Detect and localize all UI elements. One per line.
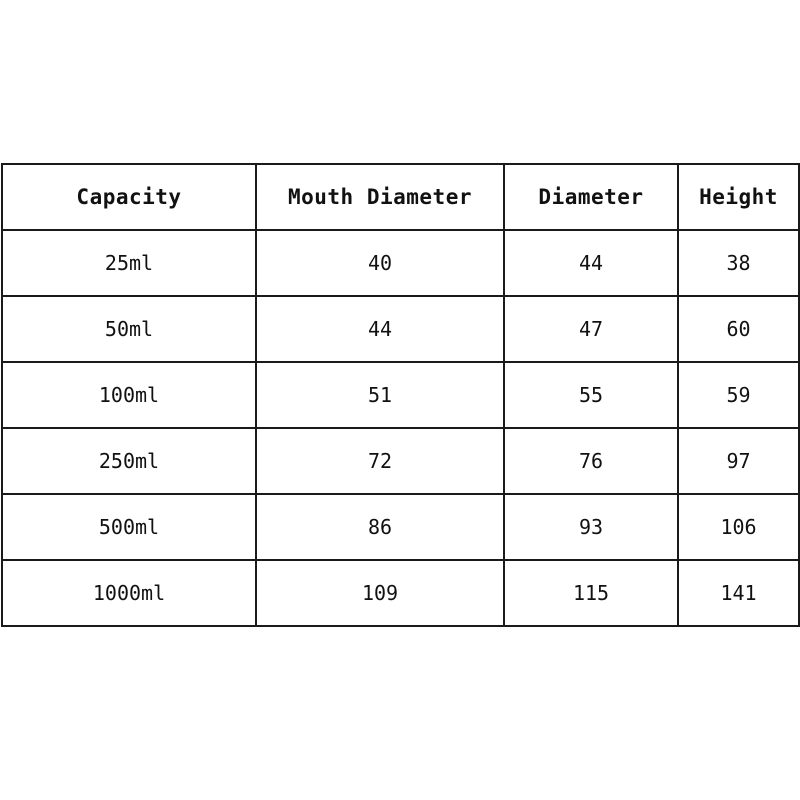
table-row (2, 230, 799, 296)
cell-capacity: 500ml (2, 494, 256, 560)
cell-height: 59 (678, 362, 799, 428)
cell-diameter: 44 (504, 230, 678, 296)
header-mouth-diameter: Mouth Diameter (256, 164, 504, 230)
header-height: Height (678, 164, 799, 230)
cell-mouth-diameter: 51 (256, 362, 504, 428)
cell-mouth-diameter: 40 (256, 230, 504, 296)
cell-capacity: 250ml (2, 428, 256, 494)
cell-height: 106 (678, 494, 799, 560)
cell-height: 38 (678, 230, 799, 296)
cell-height: 60 (678, 296, 799, 362)
header-row (2, 164, 799, 230)
cell-diameter: 55 (504, 362, 678, 428)
cell-capacity: 25ml (2, 230, 256, 296)
table-row (2, 494, 799, 560)
cell-height: 97 (678, 428, 799, 494)
cell-height: 141 (678, 560, 799, 626)
cell-diameter: 115 (504, 560, 678, 626)
cell-diameter: 93 (504, 494, 678, 560)
cell-mouth-diameter: 72 (256, 428, 504, 494)
table-row (2, 362, 799, 428)
cell-capacity: 100ml (2, 362, 256, 428)
table-row (2, 560, 799, 626)
cell-capacity: 1000ml (2, 560, 256, 626)
header-diameter: Diameter (504, 164, 678, 230)
cell-mouth-diameter: 44 (256, 296, 504, 362)
specification-table (1, 163, 800, 627)
cell-mouth-diameter: 86 (256, 494, 504, 560)
table-row (2, 428, 799, 494)
header-capacity: Capacity (2, 164, 256, 230)
table-row (2, 296, 799, 362)
cell-diameter: 47 (504, 296, 678, 362)
cell-diameter: 76 (504, 428, 678, 494)
cell-capacity: 50ml (2, 296, 256, 362)
cell-mouth-diameter: 109 (256, 560, 504, 626)
